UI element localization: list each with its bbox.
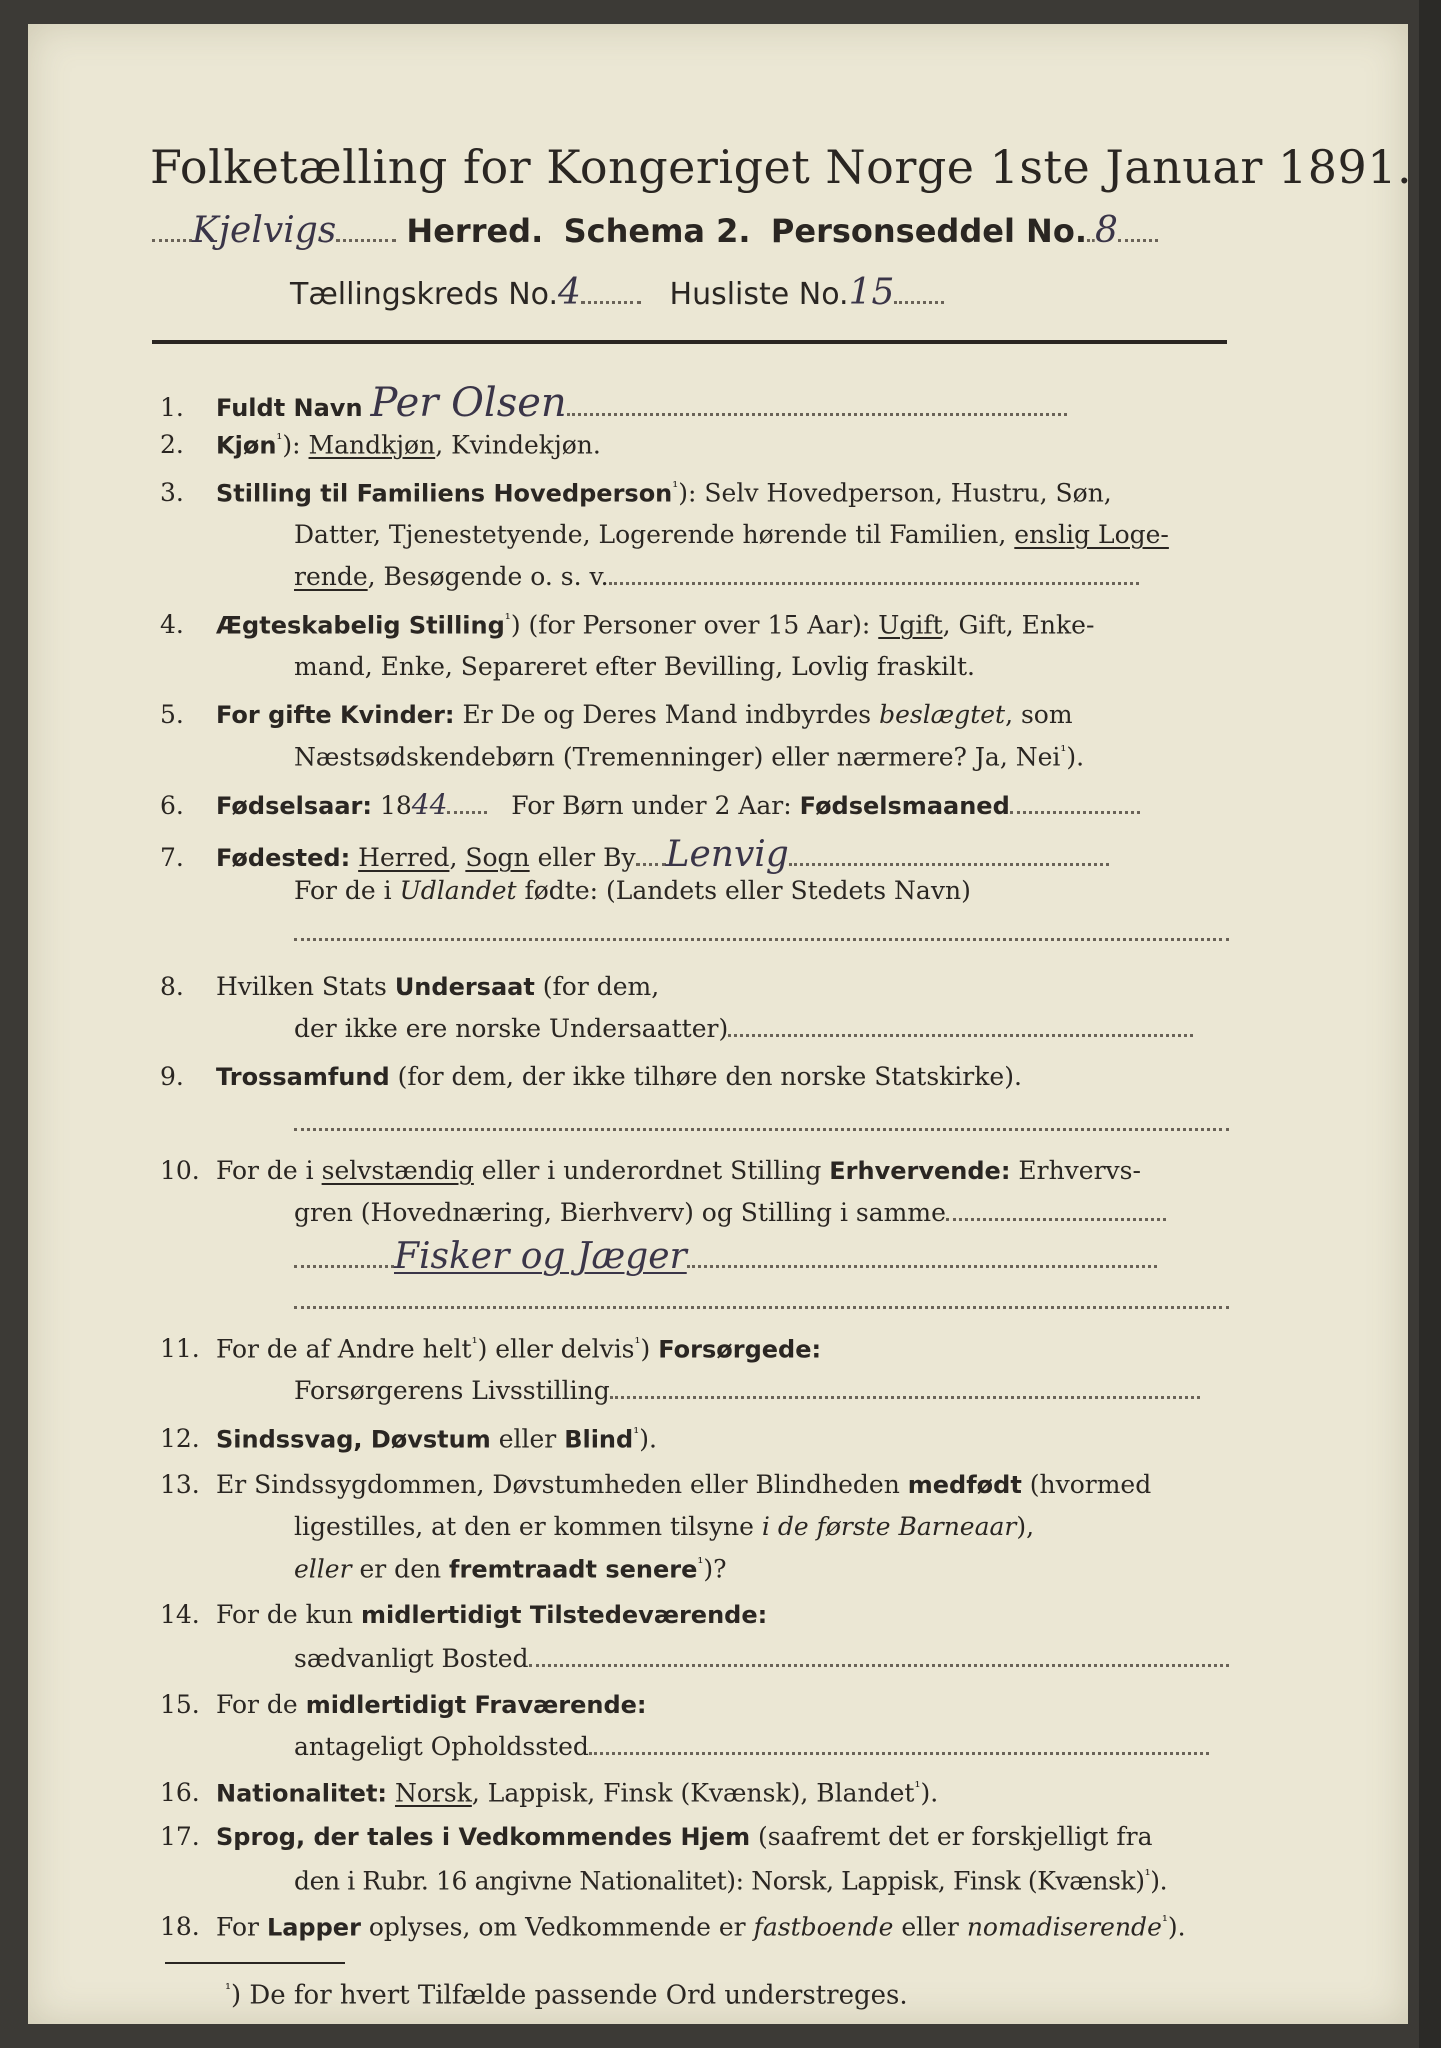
footnote-text: ) De for hvert Tilfælde passende Ord understreges. — [231, 1980, 908, 2011]
q7-place-value: Lenvig — [665, 834, 789, 875]
q3-line3 — [294, 562, 1139, 591]
q5-line1a: Er De og Deres Mand indbyrdes — [454, 700, 880, 729]
husliste-label: Husliste No. — [669, 277, 849, 312]
q2-text-a: ): — [282, 430, 309, 460]
q18-line1a: For — [216, 1912, 267, 1942]
q4-number: 4. — [160, 610, 184, 640]
q7-text: eller By — [529, 843, 636, 872]
question-1 — [160, 380, 1067, 426]
q5-line1c: , som — [1005, 700, 1073, 729]
footnote — [225, 1980, 908, 2011]
taellingskreds-value: 4 — [558, 272, 581, 313]
question-5 — [160, 700, 1073, 729]
q3-option-enslig: enslig Loge- — [1014, 520, 1169, 549]
q11-number: 11. — [160, 1334, 200, 1364]
q4-sup: ¹ — [504, 610, 511, 628]
q5-line1b: beslægtet — [879, 700, 1006, 729]
q15-line2 — [294, 1732, 1209, 1761]
footnote-sup: ¹ — [225, 1980, 232, 1998]
q13-line2b: i de første Barneaar — [761, 1512, 1017, 1541]
q7-line2c: fødte: (Landets eller Stedets Navn) — [516, 876, 971, 905]
q1-number: 1. — [160, 393, 184, 422]
q11-line1c: ) — [640, 1334, 659, 1364]
question-17 — [160, 1822, 1153, 1851]
q3-line2 — [294, 520, 1169, 549]
q10-occupation-value: Fisker og Jæger — [394, 1236, 687, 1277]
q13-line2c: ), — [1016, 1512, 1035, 1541]
footnote-separator — [165, 1962, 345, 1964]
q16-number: 16. — [160, 1778, 200, 1808]
q3-number: 3. — [160, 478, 184, 508]
q7-option-herred: Herred — [358, 843, 450, 872]
personseddel-label: Personseddel No. — [770, 212, 1087, 250]
q14-line2-text: sædvanligt Bosted — [294, 1644, 529, 1673]
q5-line2 — [294, 742, 1084, 771]
question-15 — [160, 1690, 647, 1719]
q4-line1c: , Gift, Enke- — [942, 610, 1095, 640]
q12-number: 12. — [160, 1424, 200, 1454]
q7-option-sogn: Sogn — [465, 843, 530, 872]
q5-label: For gifte Kvinder: — [216, 701, 455, 729]
q18-sup: ¹ — [1161, 1912, 1168, 1930]
q6-number: 6. — [160, 791, 184, 820]
q13-line1c: (hvormed — [1021, 1470, 1152, 1499]
q13-number: 13. — [160, 1470, 200, 1499]
q10-line1a: For de i — [216, 1156, 322, 1185]
q10-option-selvstaendig: selvstændig — [321, 1156, 474, 1185]
q7-blank-line — [294, 918, 1229, 947]
q14-line1a: For de kun — [216, 1600, 361, 1629]
form-title: Folketælling for Kongeriget Norge 1ste Januar 1891. — [150, 140, 1413, 194]
q4-label: Ægteskabelig Stilling — [216, 611, 505, 640]
herred-value: Kjelvigs — [192, 210, 337, 251]
q9-number: 9. — [160, 1062, 184, 1091]
question-10 — [160, 1156, 1141, 1185]
question-11 — [160, 1334, 821, 1363]
q14-line2 — [294, 1644, 1229, 1673]
q8-line2-text: der ikke ere norske Undersaatter) — [294, 1014, 729, 1043]
q2-text-b: , Kvindekjøn. — [435, 430, 601, 460]
q11-sup-a: ¹ — [471, 1334, 478, 1352]
q8-line1b: Undersaat — [394, 973, 535, 1001]
q17-label: Sprog, der tales i Vedkommendes Hjem — [216, 1823, 751, 1851]
q6-label2: For Børn under 2 Aar: — [511, 791, 792, 820]
q17-line1: (saafremt det er forskjelligt fra — [750, 1822, 1153, 1851]
question-6 — [160, 788, 1140, 821]
q1-name-value: Per Olsen — [370, 380, 567, 426]
q17-number: 17. — [160, 1822, 200, 1851]
q11-line1d: Forsørgede: — [658, 1335, 822, 1364]
q14-number: 14. — [160, 1600, 200, 1629]
q12-end: ). — [639, 1424, 657, 1454]
q10-line2 — [294, 1198, 1166, 1227]
schema-label: Schema 2. — [563, 212, 751, 250]
q18-number: 18. — [160, 1912, 200, 1942]
q18-line1f: nomadiserende — [966, 1912, 1162, 1942]
q11-sup-b: ¹ — [634, 1334, 641, 1352]
question-3 — [160, 478, 1112, 507]
husliste-value: 15 — [848, 272, 895, 313]
q9-blank-line — [294, 1108, 1229, 1137]
question-13 — [160, 1470, 1151, 1499]
q13-line3d: )? — [703, 1554, 727, 1584]
q10-number: 10. — [160, 1156, 200, 1185]
q11-line1b: ) eller delvis — [477, 1334, 635, 1364]
q16-text: , Lappisk, Finsk (Kvænsk), Blandet — [471, 1778, 915, 1808]
q16-end: ). — [920, 1778, 939, 1808]
q7-line2b: Udlandet — [399, 876, 517, 905]
q7-label: Fødested: — [216, 844, 351, 872]
q11-line2-text: Forsørgerens Livsstilling — [294, 1376, 610, 1405]
q14-line1b: midlertidigt Tilstedeværende: — [360, 1601, 768, 1629]
q5-sup: ¹ — [1060, 742, 1067, 760]
q1-label: Fuldt Navn — [216, 394, 363, 422]
q15-line2-text: antageligt Opholdssted — [294, 1732, 589, 1761]
q2-option-mandkjon: Mandkjøn — [308, 430, 436, 460]
q15-number: 15. — [160, 1690, 200, 1719]
q7-number: 7. — [160, 843, 184, 872]
question-16 — [160, 1778, 938, 1807]
question-8 — [160, 972, 659, 1001]
q18-end: ). — [1167, 1912, 1186, 1942]
q6-year-prefix: 18 — [372, 791, 412, 820]
q2-sup: ¹ — [276, 430, 283, 448]
q18-line1d: fastboende — [753, 1912, 894, 1942]
question-4 — [160, 610, 1094, 639]
q10-line1c: eller i underordnet Stilling — [473, 1156, 830, 1185]
q4-option-ugift: Ugift — [878, 610, 943, 640]
q12-sup: ¹ — [633, 1424, 640, 1442]
taellingskreds-line — [290, 272, 944, 313]
q10-blank-line — [294, 1286, 1229, 1315]
q13-sup: ¹ — [697, 1554, 704, 1572]
q10-line2-text: gren (Hovednæring, Bierhverv) og Stilling i samme — [294, 1198, 946, 1227]
q12-line2: eller — [490, 1424, 565, 1454]
q13-line3 — [294, 1554, 727, 1583]
q8-line1a: Hvilken Stats — [216, 972, 395, 1001]
question-9 — [160, 1062, 1022, 1091]
q5-line2-end: ). — [1066, 742, 1085, 772]
q16-sup: ¹ — [914, 1778, 921, 1796]
q5-number: 5. — [160, 700, 184, 729]
q6-label3: Fødselsmaaned — [799, 792, 1010, 820]
q13-line3b: er den — [351, 1554, 450, 1584]
q6-year-value: 44 — [411, 788, 448, 821]
q2-label: Kjøn — [216, 431, 277, 460]
header-rule — [152, 340, 1227, 344]
q18-line1e: eller — [893, 1912, 967, 1942]
q2-number: 2. — [160, 430, 184, 460]
question-2 — [160, 430, 601, 459]
q12-line3: Blind — [564, 1425, 634, 1454]
question-18 — [160, 1912, 1186, 1941]
q17-sup: ¹ — [1144, 1866, 1151, 1884]
q3-line3b: , Besøgende o. s. v. — [367, 562, 609, 591]
q12-line1: Sindssvag, Døvstum — [216, 1425, 491, 1454]
q16-option-norsk: Norsk — [394, 1778, 472, 1808]
taellingskreds-label: Tællingskreds No. — [290, 277, 558, 312]
q17-line2-text: den i Rubr. 16 angivne Nationalitet): Norsk, Lappisk, Finsk (Kvænsk) — [294, 1866, 1145, 1896]
personseddel-value: 8 — [1094, 210, 1118, 251]
question-7: 7. Fødested: Herred, Sogn eller By Lenvig — [160, 834, 1109, 875]
q18-line1b: Lapper — [266, 1913, 361, 1942]
q13-line2a: ligestilles, at den er kommen tilsyne — [294, 1512, 762, 1541]
q4-line1a: ) (for Personer over 15 Aar): — [510, 610, 879, 640]
q13-line1a: Er Sindssygdommen, Døvstumheden eller Blindheden — [216, 1470, 908, 1499]
q9-text: (for dem, der ikke tilhøre den norske Statskirke). — [389, 1062, 1022, 1091]
q5-line2-text: Næstsødskendebørn (Tremenninger) eller nærmere? Ja, Nei — [294, 742, 1061, 772]
q16-label: Nationalitet: — [216, 1779, 388, 1808]
q10-answer-line — [294, 1236, 1157, 1277]
q13-line1b: medfødt — [907, 1471, 1022, 1499]
q3-sup: ¹ — [672, 478, 679, 496]
q17-end: ). — [1150, 1866, 1168, 1896]
question-14 — [160, 1600, 767, 1629]
q10-line1d: Erhvervende: — [829, 1157, 1011, 1185]
question-12 — [160, 1424, 657, 1453]
page-edge — [1419, 0, 1441, 2048]
q7-line2a: For de i — [294, 876, 400, 905]
q4-line2: mand, Enke, Separeret efter Bevilling, Lovlig fraskilt. — [294, 652, 975, 681]
q3-line2a: Datter, Tjenestetyende, Logerende hørende til Familien, — [294, 520, 1015, 549]
q13-line3c: fremtraadt senere — [449, 1555, 698, 1584]
q15-line1a: For de — [216, 1690, 306, 1719]
q3-line1: ): Selv Hovedperson, Hustru, Søn, — [678, 478, 1112, 508]
herred-label: Herred. — [406, 212, 544, 250]
q18-line1c: oplyses, om Vedkommende er — [360, 1912, 754, 1942]
q10-line1e: Erhvervs- — [1010, 1156, 1141, 1185]
q13-line2 — [294, 1512, 1034, 1541]
q17-line2 — [294, 1866, 1167, 1895]
q3-label: Stilling til Familiens Hovedperson — [216, 479, 673, 508]
q9-label: Trossamfund — [216, 1063, 390, 1091]
q8-line1c: (for dem, — [534, 972, 660, 1001]
q15-line1b: midlertidigt Fraværende: — [305, 1691, 647, 1719]
q6-label: Fødselsaar: — [216, 792, 372, 820]
q8-number: 8. — [160, 972, 184, 1001]
herred-line — [152, 210, 1158, 251]
q8-line2 — [294, 1014, 1193, 1043]
q3-option-rende: rende — [294, 562, 368, 591]
q11-line2 — [294, 1376, 1200, 1405]
q7-line2 — [294, 876, 971, 905]
q11-line1a: For de af Andre helt — [216, 1334, 472, 1364]
q13-line3a: eller — [294, 1554, 352, 1584]
